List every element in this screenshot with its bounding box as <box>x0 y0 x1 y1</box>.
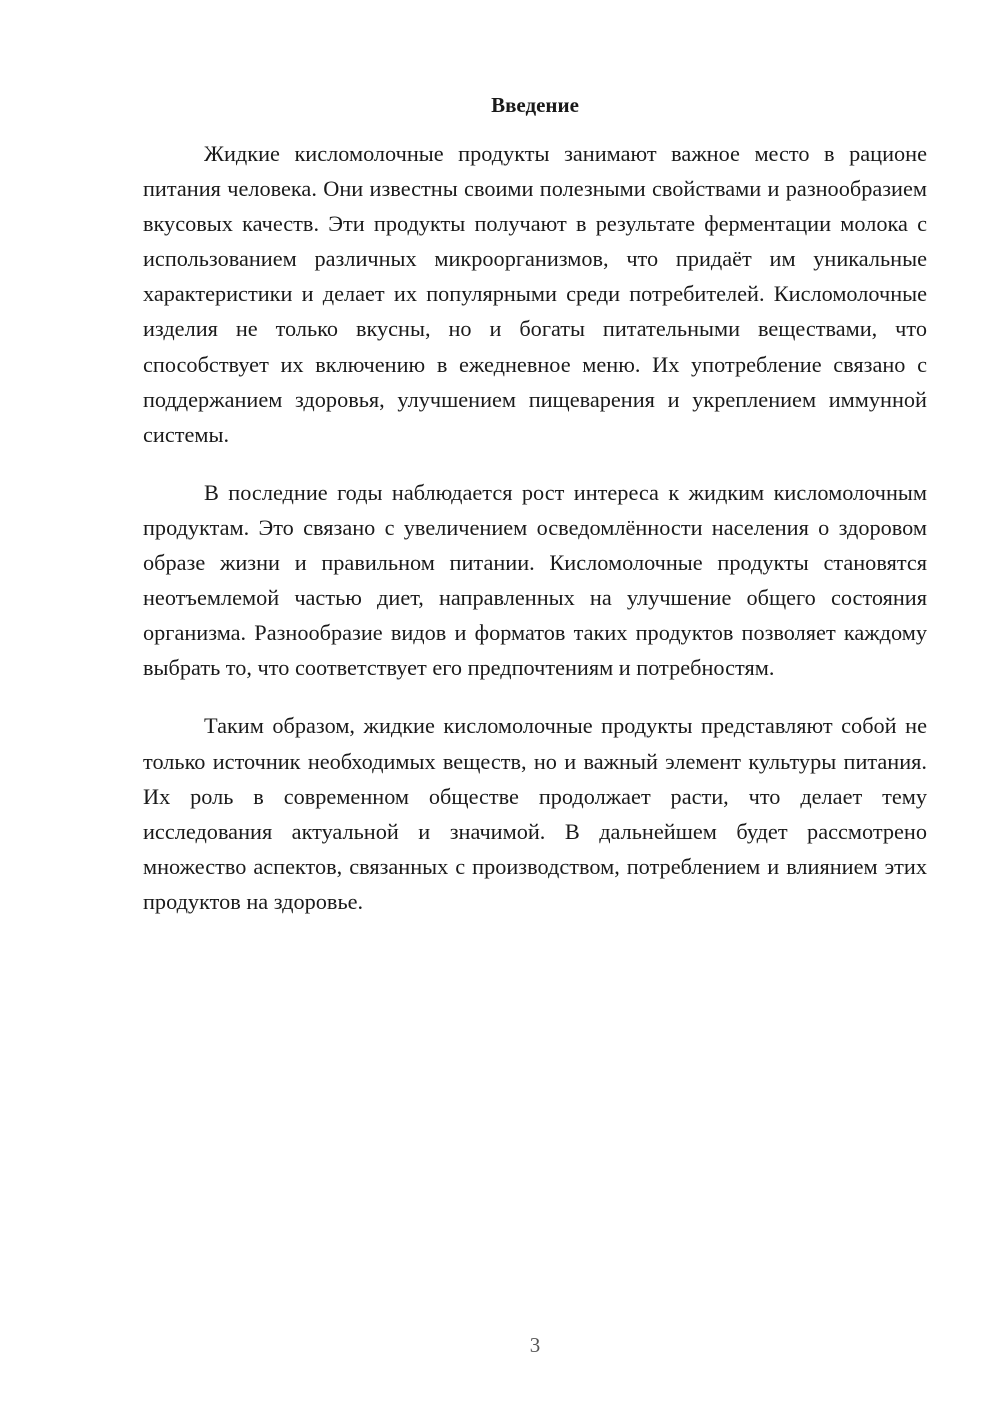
paragraph-2: В последние годы наблюдается рост интереса к жидким кисломолочным продуктам. Это связано с увеличением осведомлённости населения о здоровом образе жизни и правильном питании. Кисломолочные продукты становятся неотъемлемой частью диет, направленных на улучшение общего состояния организма. Разнообразие видов и форматов таких продуктов позволяет каждому выбрать то, что соответствует его предпочтениям и потребностям. <box>143 479 927 681</box>
paragraph-1: Жидкие кисломолочные продукты занимают важное место в рационе питания человека. Они известны своими полезными свойствами и разнообразием вкусовых качеств. Эти продукты получают в результате ферментации молока с использованием различных микроорганизмов, что придаёт им уникальные характеристики и делает их популярными среди потребителей. Кисломолочные изделия не только вкусны, но и богаты питательными веществами, что способствует их включению в ежедневное меню. Их употребление связано с поддержанием здоровья, улучшением пищеварения и укреплением иммунной системы. <box>143 141 927 447</box>
section-title: Введение <box>491 93 579 117</box>
page-content <box>143 92 927 942</box>
paragraph-3: Таким образом, жидкие кисломолочные продукты представляют собой не только источник необходимых веществ, но и важный элемент культуры питания. Их роль в современном обществе продолжает расти, что делает тему исследования актуальной и значимой. В дальнейшем будет рассмотрено множество аспектов, связанных с производством, потреблением и влиянием этих продуктов на здоровье. <box>143 713 927 914</box>
page-number: 3 <box>529 1333 541 1357</box>
